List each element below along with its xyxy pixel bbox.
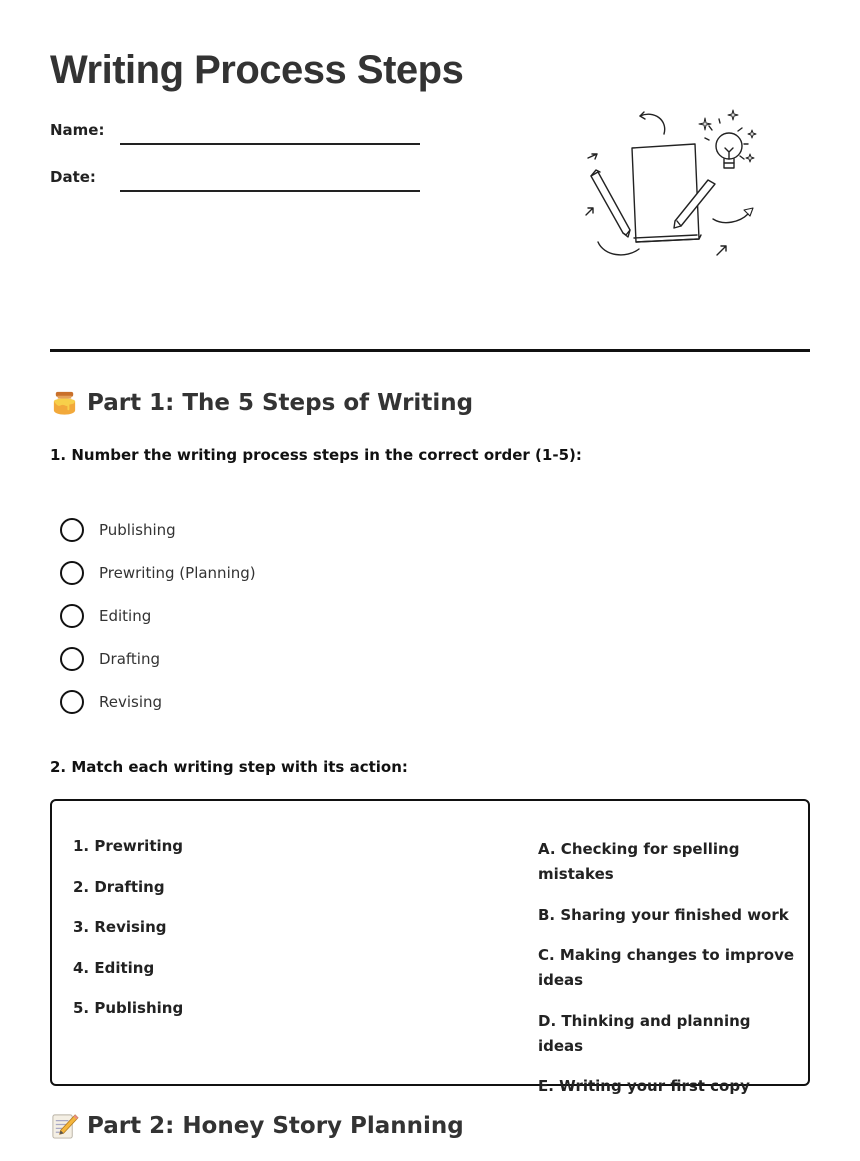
match-action: B. Sharing your finished work [538, 905, 789, 924]
matching-box [50, 799, 810, 1095]
match-step: 4. Editing [73, 958, 155, 977]
option-label: Editing [99, 606, 152, 625]
date-field[interactable] [50, 168, 420, 186]
radio-button[interactable] [60, 647, 84, 671]
option-label: Drafting [99, 649, 161, 668]
date-input-line[interactable] [120, 190, 420, 192]
order-options-list [60, 508, 256, 723]
radio-button[interactable] [60, 604, 84, 628]
honey-pot-icon [50, 388, 79, 417]
name-label: Name: [50, 121, 105, 139]
radio-button[interactable] [60, 690, 84, 714]
match-action: D. Thinking and planning ideas [538, 1011, 751, 1055]
match-step: 3. Revising [73, 918, 167, 936]
option-label: Revising [99, 692, 163, 711]
section-divider [50, 349, 810, 352]
option-label: Prewriting (Planning) [99, 563, 256, 582]
radio-button[interactable] [60, 518, 84, 542]
option-label: Publishing [99, 520, 176, 539]
part2-title-text: Part 2: Honey Story Planning [87, 1112, 464, 1139]
question-2-prompt: 2. Match each writing step with its action: [50, 758, 408, 776]
radio-button[interactable] [60, 561, 84, 585]
actions-column [538, 837, 800, 1115]
match-step: 5. Publishing [73, 999, 184, 1017]
name-field[interactable] [50, 121, 420, 139]
part2-title [50, 1111, 464, 1140]
option-prewriting[interactable] [60, 551, 256, 594]
part1-title [50, 388, 473, 417]
option-editing[interactable] [60, 594, 256, 637]
option-revising[interactable] [60, 680, 256, 723]
match-action: E. Writing your first copy [538, 1077, 750, 1095]
name-input-line[interactable] [120, 143, 420, 145]
part1-title-text: Part 1: The 5 Steps of Writing [87, 389, 474, 416]
match-action: C. Making changes to improve ideas [538, 946, 795, 989]
memo-pencil-icon [50, 1111, 79, 1140]
steps-column [73, 837, 183, 1040]
option-drafting[interactable] [60, 637, 256, 680]
question-1-prompt: 1. Number the writing process steps in the correct order (1-5): [50, 446, 582, 464]
option-publishing[interactable] [60, 508, 256, 551]
match-step: 2. Drafting [73, 877, 165, 896]
page-title: Writing Process Steps [50, 48, 464, 92]
match-step: 1. Prewriting [73, 837, 184, 855]
match-action: A. Checking for spelling mistakes [538, 840, 740, 883]
date-label: Date: [50, 168, 96, 186]
notebook-pencil-lightbulb-icon [578, 104, 764, 264]
